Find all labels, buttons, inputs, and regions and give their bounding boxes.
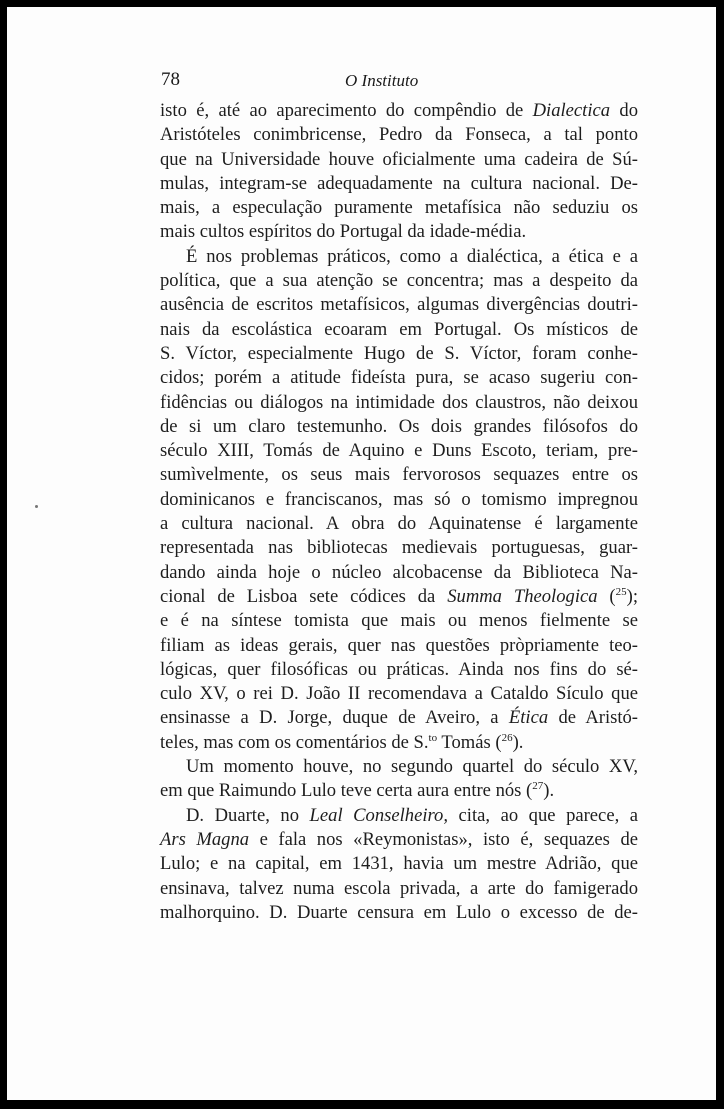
- text-line: ensinasse a D. Jorge, duque de Aveiro, a Ética de Aristó-: [160, 707, 638, 729]
- text-line: culo XV, o rei D. João II recomendava a Cataldo Sículo que: [160, 683, 638, 705]
- paragraph: [160, 755, 638, 804]
- text-line: S. Víctor, especialmente Hugo de S. Víctor, foram conhe-: [160, 342, 638, 364]
- italic-term: Dialectica: [532, 100, 611, 121]
- text-line: ensinava, talvez numa escola privada, a arte do famigerado: [160, 877, 638, 899]
- text-line: fidências ou diálogos na intimidade dos claustros, não deixou: [160, 391, 638, 413]
- footnote-reference: 27: [532, 780, 544, 793]
- text-line: a cultura nacional. A obra do Aquinatense é largamente: [160, 513, 638, 535]
- stray-ink-dot: [35, 505, 38, 508]
- text-line: política, que a sua atenção se concentra; mas a despeito da: [160, 270, 638, 292]
- text-line: e é na síntese tomista que mais ou menos fielmente se: [160, 610, 638, 632]
- text-line: que na Universidade houve oficialmente uma cadeira de Sú-: [160, 148, 638, 170]
- text-line: É nos problemas práticos, como a dialéctica, a ética e a: [186, 245, 638, 267]
- text-line: Lulo; e na capital, em 1431, havia um mestre Adrião, que: [160, 853, 638, 875]
- paragraph: [160, 804, 638, 925]
- text-line: cional de Lisboa sete códices da Summa Theologica ($^{25}$);: [160, 585, 638, 607]
- italic-term: Ars Magna: [160, 828, 250, 850]
- journal-title: O Instituto: [345, 71, 419, 90]
- body-text: [160, 99, 638, 925]
- text-line: dominicanos e franciscanos, mas só o tomismo impregnou: [160, 488, 638, 510]
- footnote-reference: 25: [615, 585, 627, 598]
- page-sheet: [7, 7, 716, 1100]
- italic-term: Leal Conselheiro,: [309, 804, 449, 826]
- italic-term: Ética: [508, 707, 549, 729]
- page-number: 78: [161, 69, 180, 90]
- paragraph: [160, 99, 638, 245]
- text-line: lógicas, quer filosóficas ou práticas. Ainda nos fins do sé-: [160, 658, 638, 680]
- text-line: nais da escolástica ecoaram em Portugal. Os místicos de: [160, 318, 638, 340]
- text-line: cidos; porém a atitude fideísta pura, se acaso sugeriu con-: [160, 367, 638, 389]
- text-line: filiam as ideas gerais, quer nas questões pròpriamente teo-: [160, 634, 638, 656]
- text-line: Um momento houve, no segundo quartel do século XV,: [186, 756, 638, 778]
- text-line: representada nas bibliotecas medievais portuguesas, guar-: [160, 537, 638, 559]
- text-line: mais, a especulação puramente metafísica não seduziu os: [160, 197, 638, 219]
- text-line: teles, mas com os comentários de S.$^{to}$ Tomás ($^{26}$).: [160, 731, 524, 753]
- text-line: ausência de escritos metafísicos, algumas divergências doutri-: [160, 294, 638, 316]
- footnote-reference: to: [428, 731, 438, 744]
- text-line: de si um claro testemunho. Os dois grandes filósofos do: [160, 415, 638, 437]
- text-line: isto é, até ao aparecimento do compêndio de Dialectica do: [160, 100, 638, 121]
- text-line: em que Raimundo Lulo teve certa aura entre nós ($^{27}$).: [160, 780, 555, 802]
- footnote-reference: 26: [501, 731, 513, 744]
- text-line: mais cultos espíritos do Portugal da idade-média.: [160, 221, 527, 243]
- text-line: sumìvelmente, os seus mais fervorosos sequazes entre os: [160, 464, 638, 486]
- text-line: século XIII, Tomás de Aquino e Duns Escoto, teriam, pre-: [160, 440, 638, 462]
- text-line: malhorquino. D. Duarte censura em Lulo o excesso de de-: [160, 901, 638, 923]
- text-line: dando ainda hoje o núcleo alcobacense da Biblioteca Na-: [160, 561, 638, 583]
- text-line: Ars Magna e fala nos «Reymonistas», isto é, sequazes de: [160, 828, 638, 850]
- paragraph: [160, 245, 638, 755]
- italic-term: Summa Theologica: [447, 585, 598, 607]
- text-line: mulas, integram-se adequadamente na cultura nacional. De-: [160, 172, 638, 194]
- text-line: Aristóteles conimbricense, Pedro da Fonseca, a tal ponto: [160, 124, 638, 146]
- running-head: [157, 67, 637, 101]
- text-line: D. Duarte, no Leal Conselheiro, cita, ao que parece, a: [186, 804, 639, 826]
